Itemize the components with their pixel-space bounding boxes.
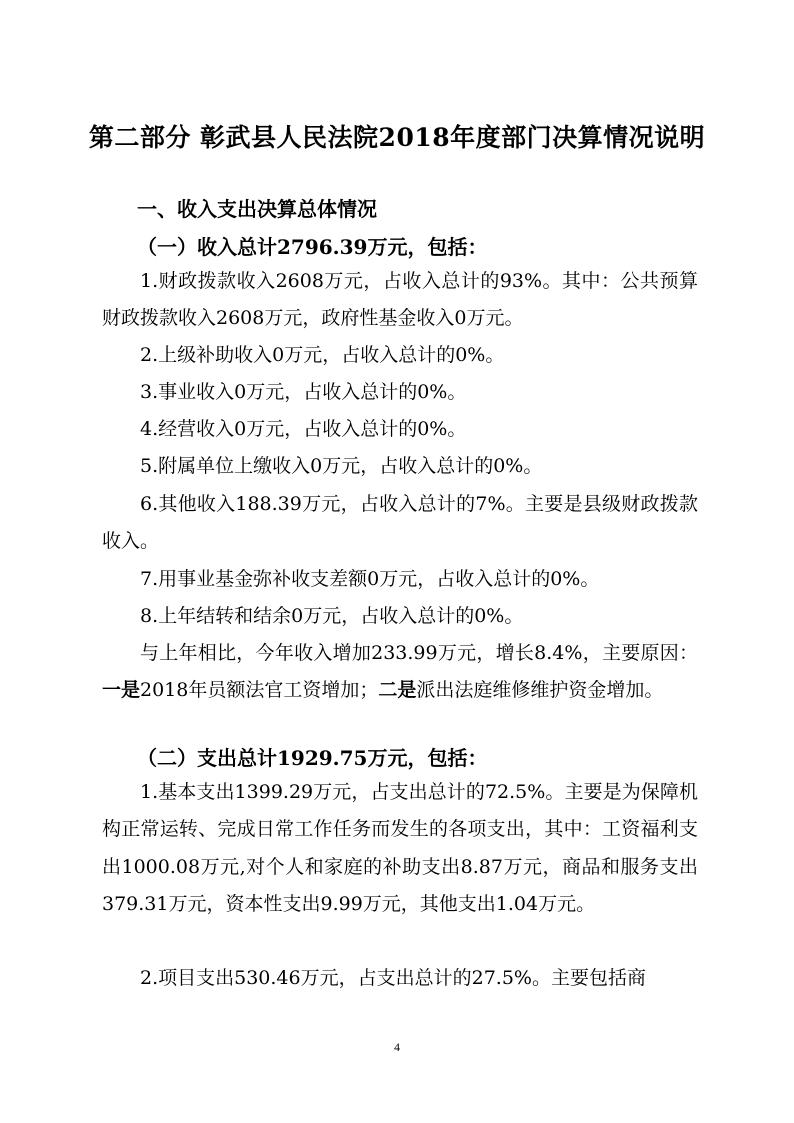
expense-heading: （二）支出总计1929.75万元，包括：	[137, 746, 488, 770]
income-item-2: 2.上级补助收入0万元，占收入总计的0%。	[140, 344, 505, 366]
reason-1-label: 一是	[102, 679, 141, 702]
income-item-5: 5.附属单位上缴收入0万元，占收入总计的0%。	[140, 455, 543, 477]
income-item-8: 8.上年结转和结余0万元，占收入总计的0%。	[140, 605, 524, 627]
section-heading: 一、收入支出决算总体情况	[137, 197, 377, 221]
income-comparison-paragraph	[102, 635, 698, 710]
income-item-1: 1.财政拨款收入2608万元，占收入总计的93%。其中：公共预算财政拨款收入2608万元，政府性基金收入0万元。	[102, 270, 698, 330]
expense-item-2: 2.项目支出530.46万元，占支出总计的27.5%。主要包括商	[140, 967, 646, 989]
reason-1-text: 2018年员额法官工资增加；	[140, 679, 379, 702]
comparison-text: 与上年相比，今年收入增加233.99万元，增长8.4%，主要原因：	[140, 642, 698, 664]
reason-2-text: 派出法庭维修维护资金增加。	[416, 679, 664, 702]
reason-2-label: 二是	[378, 679, 417, 702]
income-heading: （一）收入总计2796.39万元，包括：	[137, 235, 488, 259]
income-item-4: 4.经营收入0万元，占收入总计的0%。	[140, 418, 467, 440]
expense-item-1: 1.基本支出1399.29万元，占支出总计的72.5%。主要是为保障机构正常运转、完成日常工作任务而发生的各项支出，其中：工资福利支出1000.08万元,对个人和家庭的补助支出8.87万元，商品和服务支出379.31万元，资本性支出9.99万元，其他支出1.04万元。	[102, 781, 698, 915]
income-item-6: 6.其他收入188.39万元，占收入总计的7%。主要是县级财政拨款收入。	[102, 493, 698, 553]
income-item-7: 7.用事业基金弥补收支差额0万元，占收入总计的0%。	[140, 568, 600, 590]
income-item-3: 3.事业收入0万元，占收入总计的0%。	[140, 381, 467, 403]
page-number: 4	[394, 1040, 400, 1054]
page-title: 第二部分 彰武县人民法院2018年度部门决算情况说明	[88, 123, 706, 152]
